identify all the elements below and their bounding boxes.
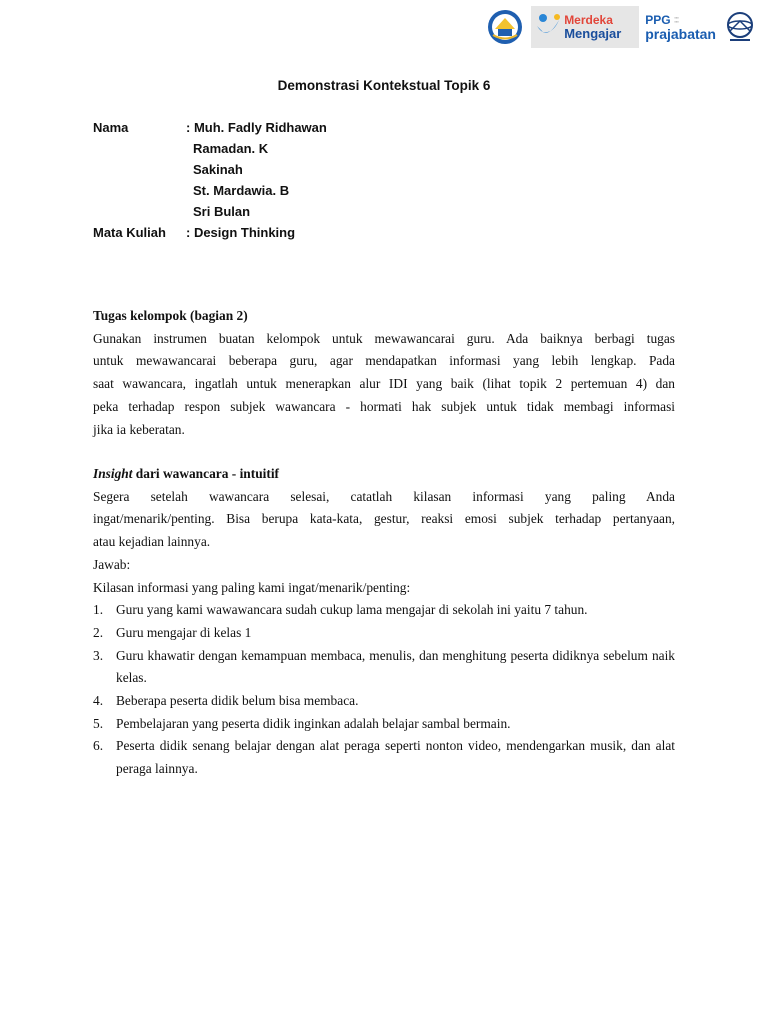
list-number: 6. (93, 738, 104, 754)
paragraph-line: ingat/menarik/penting. Bisa berupa kata-kata, gestur, reaksi emosi subjek terhadap pertanyaan, (93, 511, 675, 527)
list-item (93, 690, 675, 713)
list-number: 4. (93, 693, 104, 709)
jawab-label: Jawab: (93, 556, 131, 572)
merdeka-text: Merdeka (564, 13, 613, 27)
nama-label: Nama (93, 120, 129, 135)
section-heading: Tugas kelompok (bagian 2) (93, 308, 248, 323)
list-item (93, 735, 675, 780)
nama-value-4: St. Mardawia. B (193, 183, 290, 198)
heading-italic-word: Insight (93, 466, 133, 481)
list-text: Peserta didik senang belajar dengan alat peraga seperti nonton video, mendengarkan musik, dan alat peraga lainnya. (116, 738, 675, 777)
list-text: Guru khawatir dengan kemampuan membaca, menulis, dan menghitung peserta didiknya sebelum naik kelas. (116, 647, 675, 686)
kemdikbud-logo-icon (485, 9, 525, 45)
paragraph-line: peka terhadap respon subjek wawancara - hormati hak subjek untuk tidak membagi informasi (93, 398, 675, 414)
paragraph-line: Gunakan instrumen buatan kelompok untuk mewawancarai guru. Ada baiknya berbagi tugas (93, 330, 675, 346)
list-item (93, 599, 675, 622)
ppg-tagline-marks: ▪▪▪ ▪▪▪ (674, 15, 679, 24)
header-logos (485, 6, 758, 48)
document-title: Demonstrasi Kontekstual Topik 6 (277, 78, 491, 93)
list-number: 1. (93, 602, 104, 618)
nama-value-3: Sakinah (193, 162, 243, 177)
list-item (93, 622, 675, 645)
section-heading (93, 463, 675, 486)
list-intro: Kilasan informasi yang paling kami ingat/menarik/penting: (93, 579, 411, 595)
list-text: Guru yang kami wawawancara sudah cukup lama mengajar di sekolah ini yaitu 7 tahun. (116, 602, 588, 618)
university-logo-icon (722, 9, 758, 45)
list-text: Guru mengajar di kelas 1 (116, 624, 252, 640)
merdeka-mengajar-icon (535, 12, 561, 42)
prajabatan-text: prajabatan (645, 26, 716, 42)
mata-kuliah-label: Mata Kuliah (93, 225, 166, 240)
paragraph-line: untuk mewawancarai beberapa guru, agar mendapatkan informasi yang lebih lengkap. Pada (93, 353, 675, 369)
paragraph-line: saat wawancara, ingatlah untuk menerapkan alur IDI yang baik (lihat topik 2 pertemuan 4) dan (93, 376, 675, 392)
paragraph-line: Segera setelah wawancara selesai, catatlah kilasan informasi yang paling Anda (93, 488, 675, 504)
nama-value-1: : Muh. Fadly Ridhawan (186, 120, 327, 135)
ppg-text: PPG (645, 13, 671, 27)
ppg-prajabatan-logo (645, 13, 716, 41)
section-tugas-kelompok (93, 305, 675, 441)
mengajar-text: Mengajar (564, 26, 622, 41)
list-text: Pembelajaran yang peserta didik inginkan adalah belajar sambal bermain. (116, 715, 511, 731)
paragraph-line: atau kejadian lainnya. (93, 534, 211, 550)
nama-value-5: Sri Bulan (193, 204, 251, 219)
list-number: 2. (93, 624, 104, 640)
heading-rest: dari wawancara - intuitif (132, 466, 279, 481)
merdeka-mengajar-logo (531, 6, 639, 48)
section-insight (93, 463, 675, 781)
paragraph-line: jika ia keberatan. (93, 421, 185, 437)
insight-list (93, 599, 675, 781)
list-number: 3. (93, 647, 104, 663)
mata-kuliah-value: : Design Thinking (186, 225, 296, 240)
nama-value-2: Ramadan. K (193, 141, 269, 156)
list-item (93, 645, 675, 690)
list-text: Beberapa peserta didik belum bisa membaca. (116, 693, 359, 709)
list-item (93, 713, 675, 736)
list-number: 5. (93, 715, 104, 731)
